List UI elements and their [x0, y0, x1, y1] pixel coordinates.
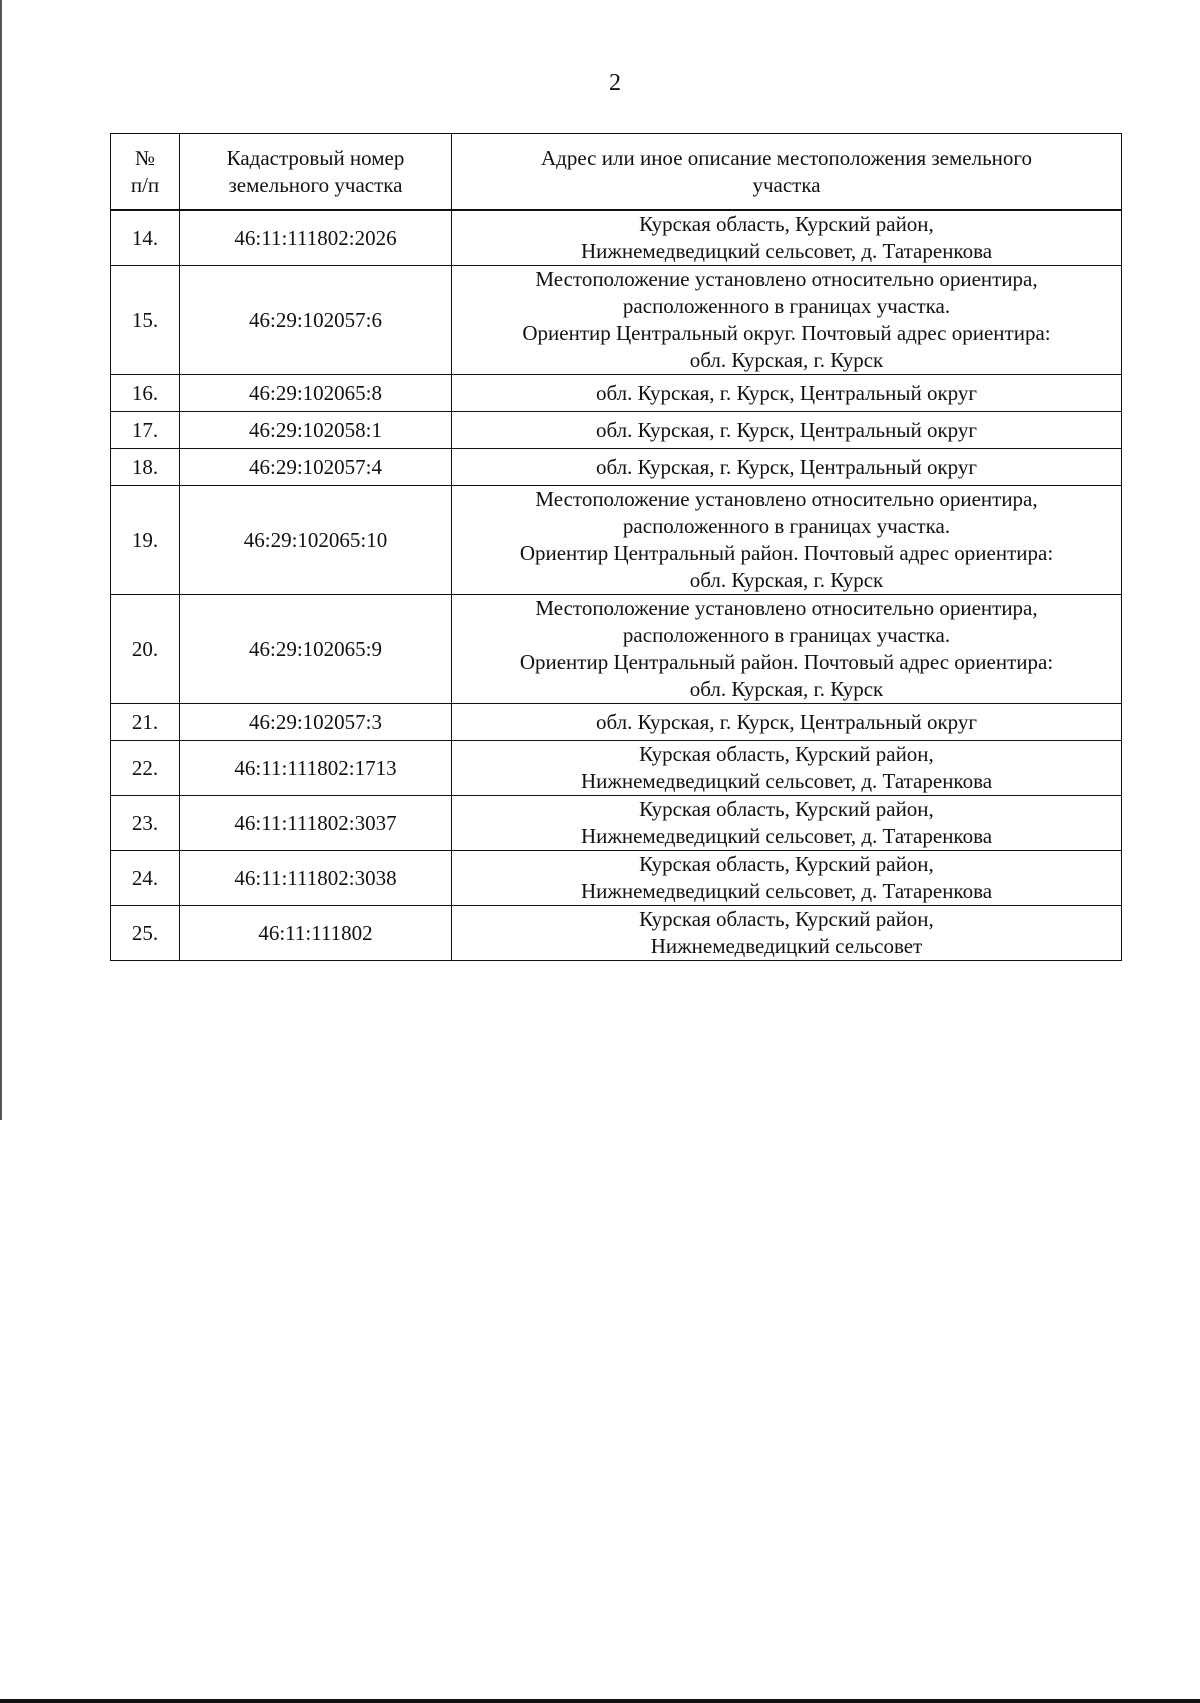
- row-address-line: Курская область, Курский район,: [639, 742, 934, 766]
- row-address: [452, 741, 1122, 796]
- row-address: [452, 210, 1122, 266]
- table-body: [111, 210, 1122, 961]
- row-cadastral-number: 46:29:102057:3: [180, 704, 452, 741]
- scan-edge-bottom: [0, 1699, 1200, 1703]
- header-cadastral-line: земельного участка: [228, 172, 403, 197]
- header-num-line: п/п: [130, 172, 160, 197]
- header-num: [111, 134, 180, 211]
- row-address-line: Ориентир Центральный район. Почтовый адрес ориентира:: [519, 541, 1054, 565]
- row-address: [452, 704, 1122, 741]
- row-address-line: Местоположение установлено относительно ориентира,: [535, 487, 1038, 511]
- row-number: 21.: [111, 704, 180, 741]
- row-address-line: расположенного в границах участка.: [622, 514, 951, 538]
- table-row: [111, 266, 1122, 375]
- row-address-line: расположенного в границах участка.: [622, 623, 951, 647]
- table-row: [111, 595, 1122, 704]
- row-address-line: Местоположение установлено относительно ориентира,: [535, 596, 1038, 620]
- row-address-line: обл. Курская, г. Курск, Центральный округ: [595, 417, 978, 442]
- row-number: 24.: [111, 851, 180, 906]
- table-row: [111, 486, 1122, 595]
- row-address-line: обл. Курская, г. Курск, Центральный округ: [595, 380, 978, 405]
- row-address-line: обл. Курская, г. Курск, Центральный округ: [595, 454, 978, 479]
- row-number: 18.: [111, 449, 180, 486]
- row-address-line: Нижнемедведицкий сельсовет, д. Татаренкова: [580, 879, 993, 903]
- row-address-line: обл. Курская, г. Курск: [689, 677, 884, 701]
- row-address-line: Курская область, Курский район,: [639, 212, 934, 236]
- row-cadastral-number: 46:11:111802: [180, 906, 452, 961]
- row-address: [452, 906, 1122, 961]
- table-row: [111, 210, 1122, 266]
- row-cadastral-number: 46:29:102065:9: [180, 595, 452, 704]
- row-address-line: Нижнемедведицкий сельсовет, д. Татаренкова: [580, 239, 993, 263]
- row-address: [452, 412, 1122, 449]
- table-row: [111, 851, 1122, 906]
- header-row: [111, 134, 1122, 211]
- row-address-line: Нижнемедведицкий сельсовет, д. Татаренкова: [580, 769, 993, 793]
- row-number: 22.: [111, 741, 180, 796]
- table-row: [111, 704, 1122, 741]
- row-address-line: Местоположение установлено относительно ориентира,: [535, 267, 1038, 291]
- row-address-line: обл. Курская, г. Курск: [689, 568, 884, 592]
- header-address: [452, 134, 1122, 211]
- header-cadastral-line: Кадастровый номер: [226, 145, 405, 170]
- row-cadastral-number: 46:29:102065:10: [180, 486, 452, 595]
- row-cadastral-number: 46:11:111802:3037: [180, 796, 452, 851]
- header-num-line: №: [134, 145, 156, 170]
- row-address: [452, 851, 1122, 906]
- table-row: [111, 906, 1122, 961]
- page-number: 2: [609, 70, 621, 96]
- row-address-line: Нижнемедведицкий сельсовет: [650, 934, 923, 958]
- table-row: [111, 741, 1122, 796]
- row-cadastral-number: 46:29:102065:8: [180, 375, 452, 412]
- table-row: [111, 412, 1122, 449]
- row-cadastral-number: 46:11:111802:3038: [180, 851, 452, 906]
- row-number: 25.: [111, 906, 180, 961]
- row-number: 15.: [111, 266, 180, 375]
- row-address: [452, 266, 1122, 375]
- row-number: 20.: [111, 595, 180, 704]
- row-address-line: Ориентир Центральный округ. Почтовый адрес ориентира:: [522, 321, 1051, 345]
- table-row: [111, 449, 1122, 486]
- row-address-line: расположенного в границах участка.: [622, 294, 951, 318]
- row-address: [452, 375, 1122, 412]
- row-address-line: Курская область, Курский район,: [639, 797, 934, 821]
- row-cadastral-number: 46:29:102058:1: [180, 412, 452, 449]
- row-address-line: обл. Курская, г. Курск: [689, 348, 884, 372]
- header-address-line: Адрес или иное описание местоположения земельного: [540, 145, 1033, 170]
- row-address-line: Нижнемедведицкий сельсовет, д. Татаренкова: [580, 824, 993, 848]
- row-cadastral-number: 46:29:102057:6: [180, 266, 452, 375]
- row-address: [452, 449, 1122, 486]
- table-header: [111, 134, 1122, 211]
- scan-edge-left: [0, 0, 2, 1120]
- row-address: [452, 796, 1122, 851]
- row-address: [452, 486, 1122, 595]
- row-cadastral-number: 46:29:102057:4: [180, 449, 452, 486]
- row-address-line: Курская область, Курский район,: [639, 852, 934, 876]
- table-row: [111, 375, 1122, 412]
- row-address-line: Курская область, Курский район,: [639, 907, 934, 931]
- row-cadastral-number: 46:11:111802:2026: [180, 210, 452, 266]
- row-address-line: Ориентир Центральный район. Почтовый адрес ориентира:: [519, 650, 1054, 674]
- parcels-table: [110, 133, 1122, 961]
- row-address: [452, 595, 1122, 704]
- row-number: 14.: [111, 210, 180, 266]
- row-number: 19.: [111, 486, 180, 595]
- row-address-line: обл. Курская, г. Курск, Центральный округ: [595, 709, 978, 734]
- row-number: 16.: [111, 375, 180, 412]
- header-cadastral: [180, 134, 452, 211]
- table-row: [111, 796, 1122, 851]
- header-address-line: участка: [752, 172, 821, 197]
- row-cadastral-number: 46:11:111802:1713: [180, 741, 452, 796]
- row-number: 23.: [111, 796, 180, 851]
- row-number: 17.: [111, 412, 180, 449]
